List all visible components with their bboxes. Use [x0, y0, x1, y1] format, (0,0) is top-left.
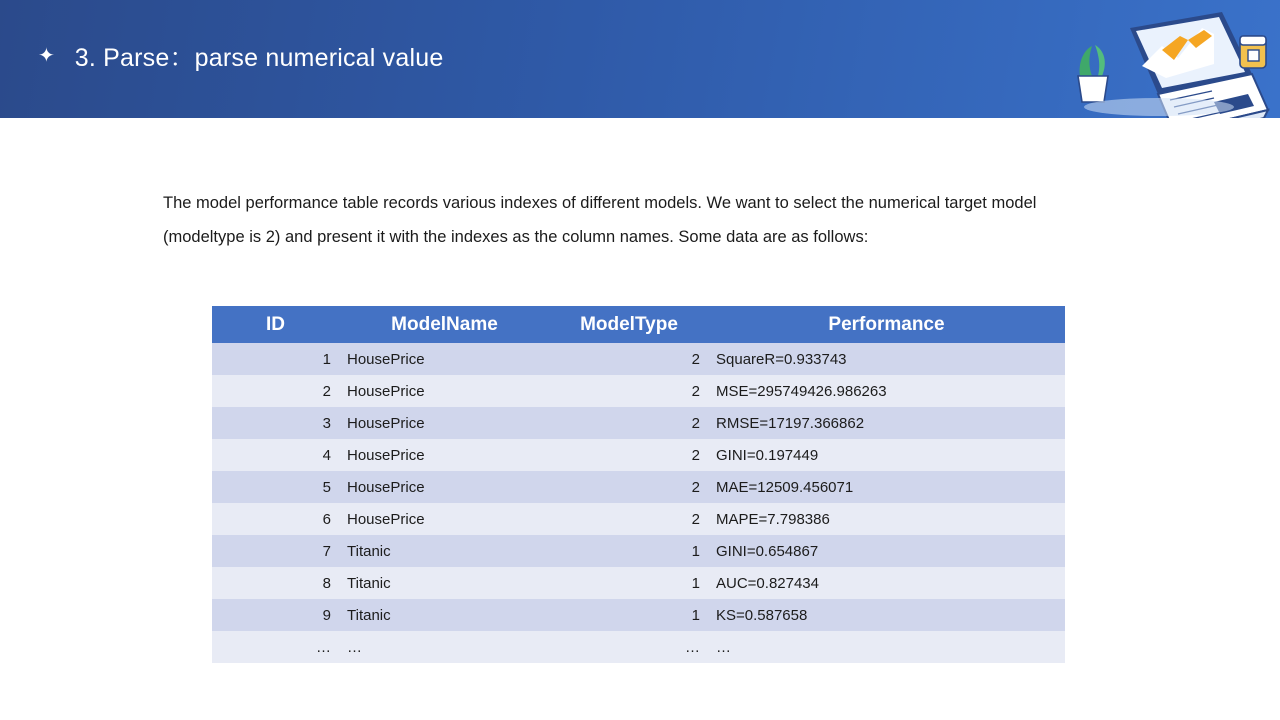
table-row: [212, 471, 1065, 503]
cell-modeltype: 2: [550, 439, 708, 471]
column-header-id: ID: [212, 306, 339, 343]
table-row: [212, 631, 1065, 663]
cell-performance: MSE=295749426.986263: [708, 375, 1065, 407]
cell-id: …: [212, 631, 339, 663]
intro-paragraph: The model performance table records various indexes of different models. We want to select the numerical target model (modeltype is 2) and present it with the indexes as the column names. Some data are as follows:: [163, 194, 1037, 246]
cell-modeltype: 2: [550, 471, 708, 503]
illustration-shadow: [1084, 98, 1234, 116]
column-header-performance: Performance: [708, 306, 1065, 343]
cell-modelname: HousePrice: [339, 439, 550, 471]
cell-modelname: Titanic: [339, 599, 550, 631]
cell-performance: AUC=0.827434: [708, 567, 1065, 599]
cell-id: 3: [212, 407, 339, 439]
cup-icon: [1240, 36, 1266, 68]
table-header-row: [212, 306, 1065, 343]
table-row: [212, 567, 1065, 599]
column-header-modeltype: ModelType: [550, 306, 708, 343]
laptop-illustration: [1062, 6, 1272, 118]
cell-performance: …: [708, 631, 1065, 663]
cell-modeltype: 1: [550, 535, 708, 567]
column-header-modelname: ModelName: [339, 306, 550, 343]
cell-performance: RMSE=17197.366862: [708, 407, 1065, 439]
cell-modelname: Titanic: [339, 567, 550, 599]
cell-performance: SquareR=0.933743: [708, 343, 1065, 375]
cell-modelname: Titanic: [339, 535, 550, 567]
cell-modelname: HousePrice: [339, 343, 550, 375]
cell-modelname: HousePrice: [339, 407, 550, 439]
cell-id: 1: [212, 343, 339, 375]
cell-performance: GINI=0.654867: [708, 535, 1065, 567]
sparkle-icon: ✦: [38, 45, 55, 67]
cell-id: 4: [212, 439, 339, 471]
cell-performance: MAE=12509.456071: [708, 471, 1065, 503]
cell-id: 2: [212, 375, 339, 407]
cell-modeltype: 2: [550, 343, 708, 375]
cell-modeltype: 2: [550, 375, 708, 407]
cell-id: 5: [212, 471, 339, 503]
table-row: [212, 535, 1065, 567]
model-performance-table: [212, 306, 1065, 663]
cell-modelname: HousePrice: [339, 375, 550, 407]
cell-performance: MAPE=7.798386: [708, 503, 1065, 535]
plant-icon: [1078, 45, 1108, 102]
cell-modelname: …: [339, 631, 550, 663]
page-title: 3. Parse：parse numerical value: [74, 44, 444, 72]
cell-modeltype: 1: [550, 567, 708, 599]
table-row: [212, 343, 1065, 375]
cell-modeltype: …: [550, 631, 708, 663]
table-row: [212, 439, 1065, 471]
table-row: [212, 375, 1065, 407]
cell-performance: GINI=0.197449: [708, 439, 1065, 471]
table-row: [212, 503, 1065, 535]
slide-header: [0, 0, 1280, 118]
table-row: [212, 407, 1065, 439]
cell-id: 8: [212, 567, 339, 599]
cell-id: 7: [212, 535, 339, 567]
cell-modelname: HousePrice: [339, 503, 550, 535]
table-row: [212, 599, 1065, 631]
cell-id: 9: [212, 599, 339, 631]
cell-modeltype: 1: [550, 599, 708, 631]
cell-modeltype: 2: [550, 503, 708, 535]
cell-id: 6: [212, 503, 339, 535]
cell-performance: KS=0.587658: [708, 599, 1065, 631]
header-title-row: [38, 38, 443, 74]
cell-modeltype: 2: [550, 407, 708, 439]
cell-modelname: HousePrice: [339, 471, 550, 503]
